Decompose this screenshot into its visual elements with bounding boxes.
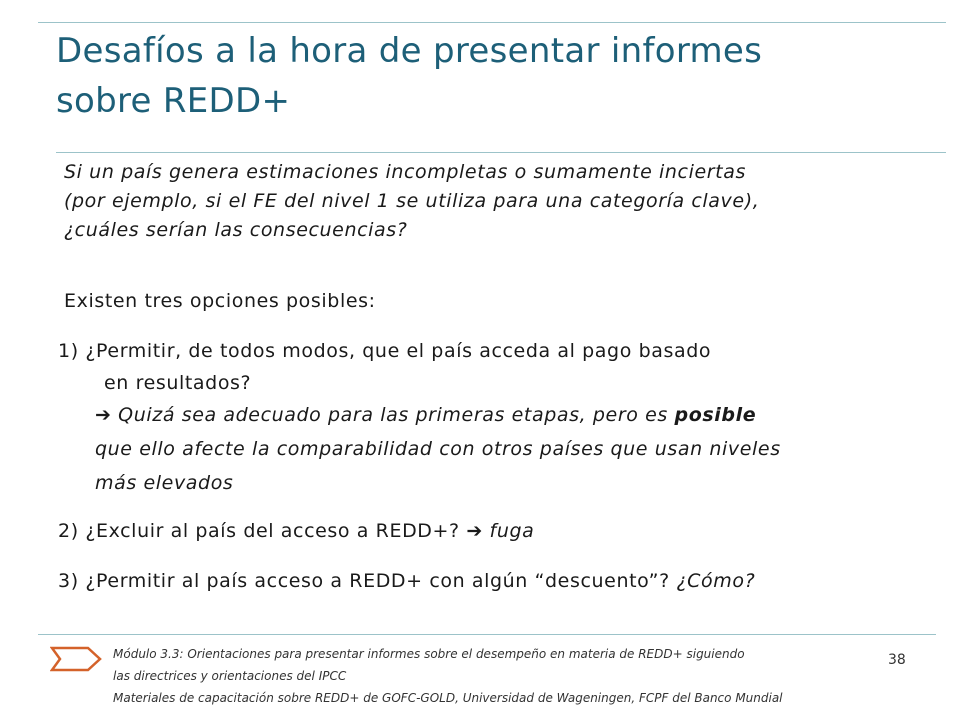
- option-1-note-line-1: [95, 398, 945, 432]
- option-1-note-text: Quizá sea adecuado para las primeras etapas, pero es: [118, 404, 668, 426]
- footer-line-1: Módulo 3.3: Orientaciones para presentar informes sobre el desempeño en materia de REDD+ siguiendo: [113, 647, 745, 661]
- option-3-text: 3) ¿Permitir al país acceso a REDD+ con algún “descuento”?: [58, 570, 670, 592]
- option-3: [58, 565, 755, 597]
- title-line-1: Desafíos a la hora de presentar informes: [56, 31, 763, 71]
- top-rule: [38, 22, 946, 23]
- question-line-3: ¿cuáles serían las consecuencias?: [64, 219, 408, 241]
- option-1-line-1: 1) ¿Permitir, de todos modos, que el país acceda al pago basado: [58, 340, 712, 362]
- footer-text: [113, 643, 893, 709]
- option-2-italic: fuga: [489, 520, 535, 542]
- page-number: 38: [888, 652, 906, 668]
- slide-title: [56, 26, 936, 126]
- option-1-line-2: en resultados?: [104, 372, 252, 394]
- option-1-note-line-2: que ello afecte la comparabilidad con otros países que usan niveles: [95, 438, 781, 460]
- title-line-2: sobre REDD+: [56, 81, 291, 121]
- question-line-1: Si un país genera estimaciones incompletas o sumamente inciertas: [64, 161, 746, 183]
- option-2: [58, 515, 534, 547]
- option-1-note-bold: posible: [674, 404, 757, 426]
- option-1: [58, 335, 938, 399]
- options-intro: Existen tres opciones posibles:: [64, 290, 376, 312]
- arrow-right-icon: ➔: [95, 404, 112, 426]
- option-1-note: [95, 398, 945, 500]
- question-text: [64, 158, 934, 245]
- option-1-note-line-3: más elevados: [95, 472, 234, 494]
- arrow-right-icon: ➔: [466, 520, 483, 542]
- footer-line-3: Materiales de capacitación sobre REDD+ de GOFC-GOLD, Universidad de Wageningen, FCPF del Banco Mundial: [113, 691, 783, 705]
- title-underline: [56, 152, 946, 153]
- question-line-2: (por ejemplo, si el FE del nivel 1 se utiliza para una categoría clave),: [64, 190, 760, 212]
- option-2-text: 2) ¿Excluir al país del acceso a REDD+?: [58, 520, 460, 542]
- footer-line-2: las directrices y orientaciones del IPCC: [113, 669, 347, 683]
- option-3-italic: ¿Cómo?: [676, 570, 756, 592]
- footer-rule: [38, 634, 936, 635]
- footer-arrow-icon: [50, 645, 102, 673]
